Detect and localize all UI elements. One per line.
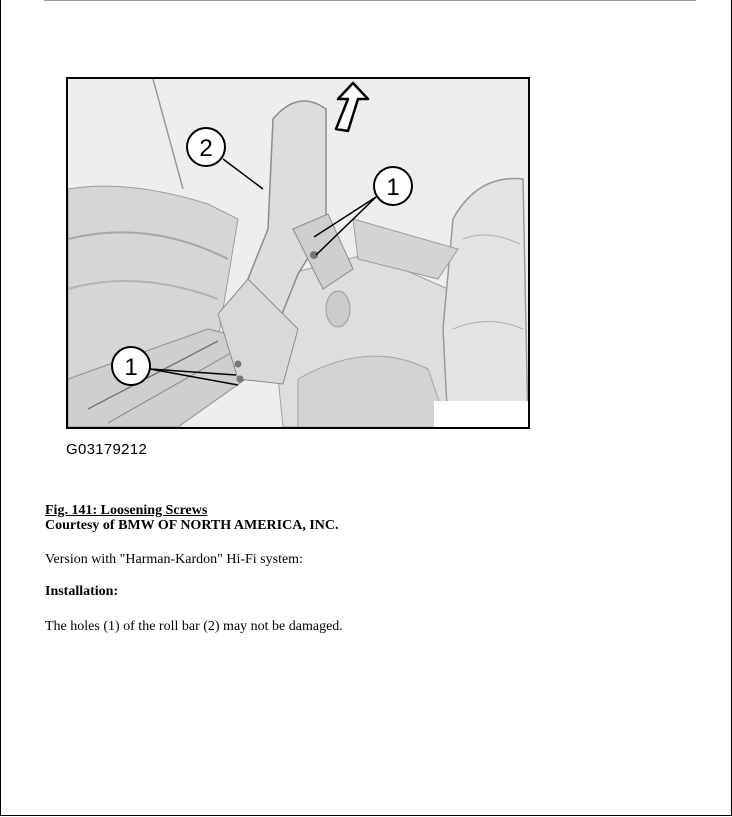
callout-holes-lower: 1 [124, 354, 138, 381]
callout-roll-bar: 2 [199, 135, 213, 162]
caption-title: Fig. 141: Loosening Screws [45, 503, 208, 518]
figure-code: G03179212 [66, 441, 148, 458]
holes-warning-text: The holes (1) of the roll bar (2) may not be damaged. [45, 619, 343, 634]
installation-heading: Installation: [45, 584, 119, 599]
version-text: Version with "Harman-Kardon" Hi-Fi system: [45, 552, 303, 567]
callout-holes-upper: 1 [386, 174, 400, 201]
figure-roll-bar [66, 77, 530, 429]
caption-credit: Courtesy of BMW OF NORTH AMERICA, INC. [45, 518, 339, 533]
top-rule [44, 0, 696, 1]
